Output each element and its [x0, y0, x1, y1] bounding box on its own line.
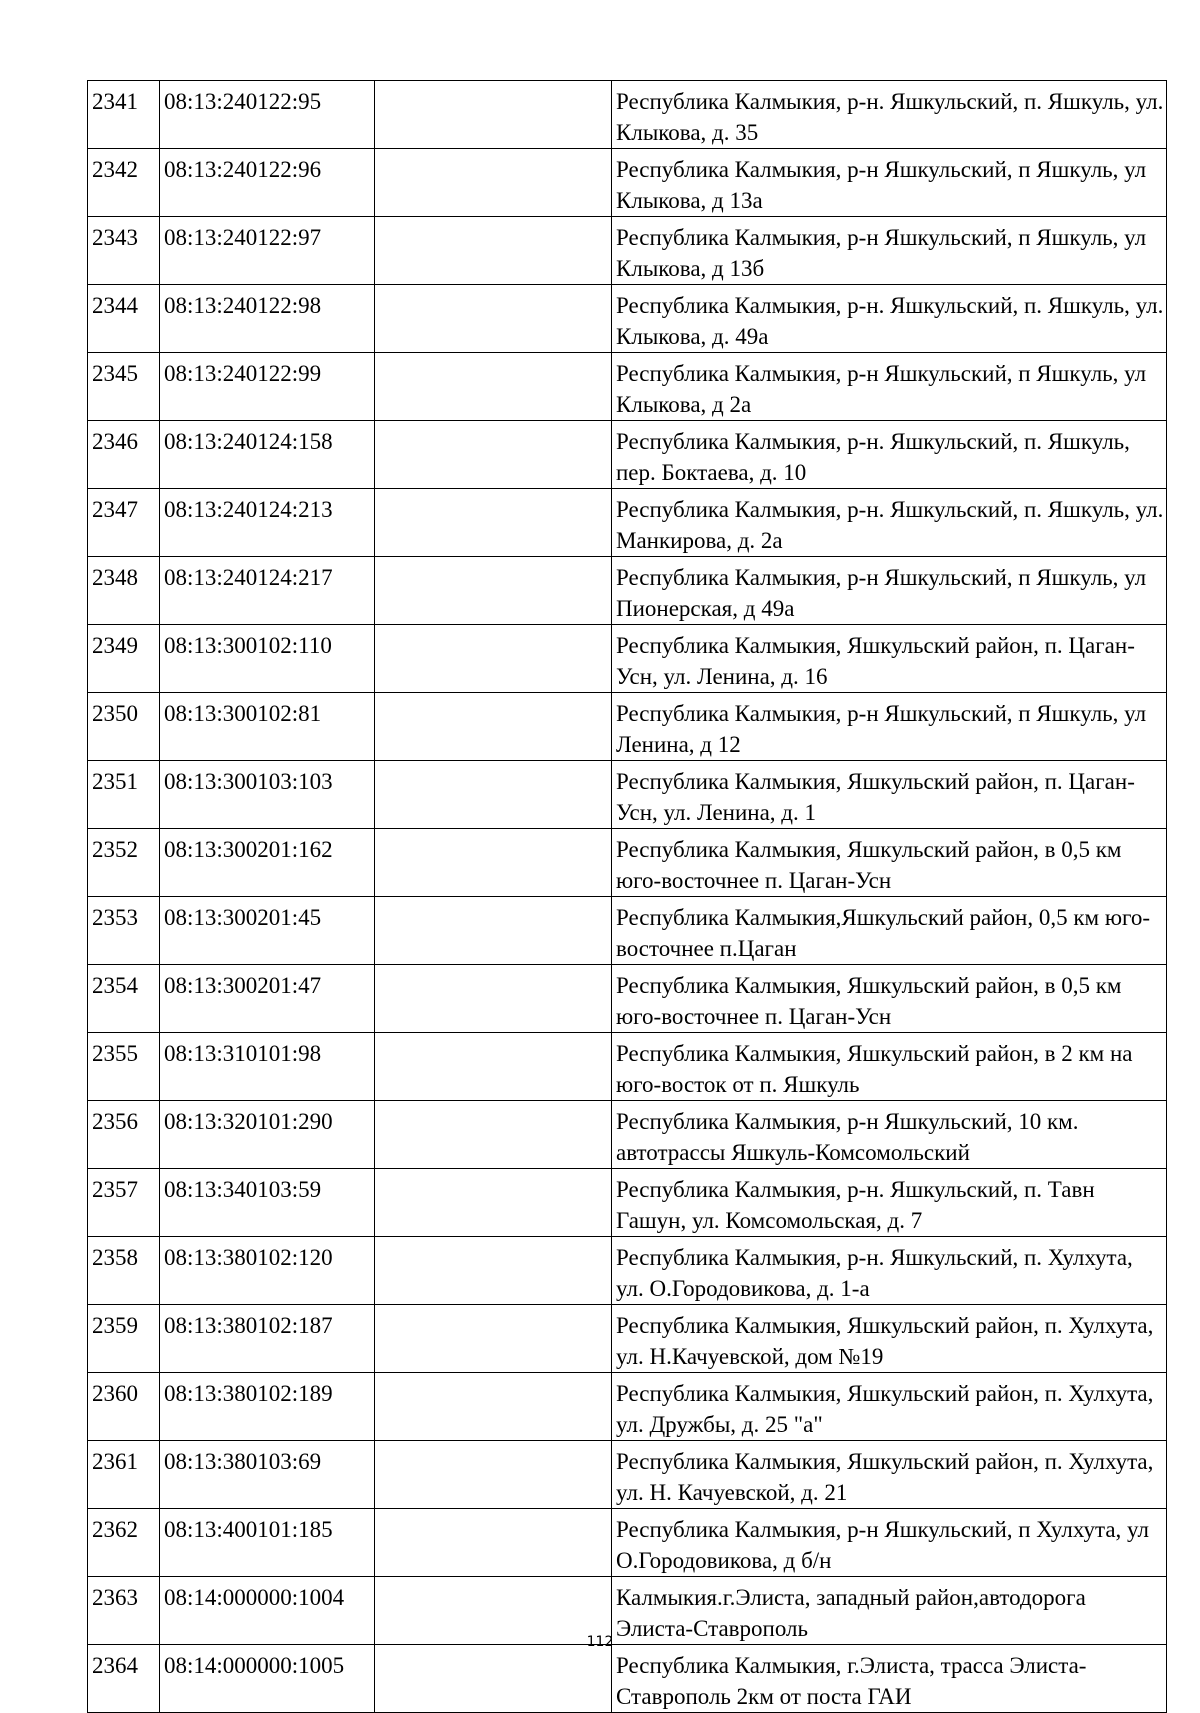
empty-cell [375, 489, 612, 557]
address-cell: Республика Калмыкия, р-н. Яшкульский, п. Хулхута, ул. О.Городовикова, д. 1-а [612, 1237, 1167, 1305]
table-row [88, 557, 1167, 625]
table-row [88, 353, 1167, 421]
empty-cell [375, 761, 612, 829]
table-row [88, 1101, 1167, 1169]
address-cell: Республика Калмыкия, г.Элиста, трасса Элиста-Ставрополь 2км от поста ГАИ [612, 1645, 1167, 1713]
row-number-cell: 2363 [88, 1577, 160, 1645]
cadastral-number-cell: 08:13:300102:81 [160, 693, 375, 761]
table-row [88, 217, 1167, 285]
row-number-cell: 2355 [88, 1033, 160, 1101]
table-row [88, 1169, 1167, 1237]
empty-cell [375, 897, 612, 965]
address-cell: Республика Калмыкия, р-н Яшкульский, п Яшкуль, ул Клыкова, д 13а [612, 149, 1167, 217]
records-table [87, 80, 1167, 1713]
cadastral-number-cell: 08:13:340103:59 [160, 1169, 375, 1237]
cadastral-number-cell: 08:13:240124:217 [160, 557, 375, 625]
table-row [88, 81, 1167, 149]
cadastral-number-cell: 08:14:000000:1005 [160, 1645, 375, 1713]
address-cell: Республика Калмыкия, р-н Яшкульский, п Яшкуль, ул Ленина, д 12 [612, 693, 1167, 761]
table-row [88, 149, 1167, 217]
address-cell: Республика Калмыкия,Яшкульский район, 0,5 км юго-восточнее п.Цаган [612, 897, 1167, 965]
cadastral-number-cell: 08:13:400101:185 [160, 1509, 375, 1577]
address-cell: Республика Калмыкия, р-н Яшкульский, п Яшкуль, ул Клыкова, д 2а [612, 353, 1167, 421]
empty-cell [375, 149, 612, 217]
address-cell: Республика Калмыкия, р-н Яшкульский, п Яшкуль, ул Пионерская, д 49а [612, 557, 1167, 625]
table-row [88, 1033, 1167, 1101]
row-number-cell: 2346 [88, 421, 160, 489]
row-number-cell: 2348 [88, 557, 160, 625]
address-cell: Республика Калмыкия, Яшкульский район, в 0,5 км юго-восточнее п. Цаган-Усн [612, 829, 1167, 897]
empty-cell [375, 625, 612, 693]
empty-cell [375, 285, 612, 353]
cadastral-number-cell: 08:13:380102:120 [160, 1237, 375, 1305]
empty-cell [375, 1169, 612, 1237]
cadastral-number-cell: 08:13:240122:98 [160, 285, 375, 353]
table-row [88, 1373, 1167, 1441]
empty-cell [375, 1101, 612, 1169]
row-number-cell: 2357 [88, 1169, 160, 1237]
row-number-cell: 2341 [88, 81, 160, 149]
table-row [88, 761, 1167, 829]
address-cell: Республика Калмыкия, Яшкульский район, в 0,5 км юго-восточнее п. Цаган-Усн [612, 965, 1167, 1033]
row-number-cell: 2360 [88, 1373, 160, 1441]
cadastral-number-cell: 08:13:320101:290 [160, 1101, 375, 1169]
row-number-cell: 2359 [88, 1305, 160, 1373]
row-number-cell: 2356 [88, 1101, 160, 1169]
table-row [88, 421, 1167, 489]
table-row [88, 285, 1167, 353]
table-row [88, 1509, 1167, 1577]
cadastral-number-cell: 08:13:300102:110 [160, 625, 375, 693]
row-number-cell: 2362 [88, 1509, 160, 1577]
cadastral-number-cell: 08:13:300201:45 [160, 897, 375, 965]
row-number-cell: 2349 [88, 625, 160, 693]
address-cell: Республика Калмыкия, р-н. Яшкульский, п. Тавн Гашун, ул. Комсомольская, д. 7 [612, 1169, 1167, 1237]
empty-cell [375, 1509, 612, 1577]
empty-cell [375, 1033, 612, 1101]
address-cell: Республика Калмыкия, Яшкульский район, п. Хулхута, ул. Н.Качуевской, дом №19 [612, 1305, 1167, 1373]
table-row [88, 1305, 1167, 1373]
table-row [88, 829, 1167, 897]
row-number-cell: 2345 [88, 353, 160, 421]
row-number-cell: 2354 [88, 965, 160, 1033]
cadastral-number-cell: 08:13:380103:69 [160, 1441, 375, 1509]
table-row [88, 965, 1167, 1033]
cadastral-number-cell: 08:13:380102:189 [160, 1373, 375, 1441]
cadastral-number-cell: 08:13:240124:213 [160, 489, 375, 557]
cadastral-number-cell: 08:14:000000:1004 [160, 1577, 375, 1645]
table-row [88, 1237, 1167, 1305]
cadastral-number-cell: 08:13:380102:187 [160, 1305, 375, 1373]
cadastral-number-cell: 08:13:240122:99 [160, 353, 375, 421]
empty-cell [375, 353, 612, 421]
empty-cell [375, 829, 612, 897]
address-cell: Республика Калмыкия, р-н. Яшкульский, п. Яшкуль, ул. Клыкова, д. 49а [612, 285, 1167, 353]
address-cell: Республика Калмыкия, Яшкульский район, п. Цаган-Усн, ул. Ленина, д. 1 [612, 761, 1167, 829]
empty-cell [375, 557, 612, 625]
row-number-cell: 2344 [88, 285, 160, 353]
row-number-cell: 2361 [88, 1441, 160, 1509]
empty-cell [375, 1373, 612, 1441]
row-number-cell: 2364 [88, 1645, 160, 1713]
table-row [88, 1645, 1167, 1713]
empty-cell [375, 421, 612, 489]
empty-cell [375, 965, 612, 1033]
address-cell: Республика Калмыкия, Яшкульский район, п. Хулхута, ул. Дружбы, д. 25 "а" [612, 1373, 1167, 1441]
row-number-cell: 2352 [88, 829, 160, 897]
page-number: 112 [586, 1634, 614, 1650]
empty-cell [375, 1441, 612, 1509]
empty-cell [375, 217, 612, 285]
row-number-cell: 2351 [88, 761, 160, 829]
cadastral-number-cell: 08:13:300103:103 [160, 761, 375, 829]
address-cell: Республика Калмыкия, р-н Яшкульский, п Хулхута, ул О.Городовикова, д б/н [612, 1509, 1167, 1577]
table-row [88, 897, 1167, 965]
address-cell: Республика Калмыкия, р-н. Яшкульский, п. Яшкуль, ул. Клыкова, д. 35 [612, 81, 1167, 149]
empty-cell [375, 81, 612, 149]
cadastral-number-cell: 08:13:300201:47 [160, 965, 375, 1033]
table-row [88, 625, 1167, 693]
empty-cell [375, 1645, 612, 1713]
row-number-cell: 2358 [88, 1237, 160, 1305]
address-cell: Республика Калмыкия, Яшкульский район, п. Цаган-Усн, ул. Ленина, д. 16 [612, 625, 1167, 693]
address-cell: Республика Калмыкия, р-н. Яшкульский, п. Яшкуль, пер. Боктаева, д. 10 [612, 421, 1167, 489]
row-number-cell: 2350 [88, 693, 160, 761]
empty-cell [375, 693, 612, 761]
table-row [88, 489, 1167, 557]
cadastral-number-cell: 08:13:240124:158 [160, 421, 375, 489]
address-cell: Республика Калмыкия, р-н Яшкульский, 10 км. автотрассы Яшкуль-Комсомольский [612, 1101, 1167, 1169]
address-cell: Республика Калмыкия, р-н Яшкульский, п Яшкуль, ул Клыкова, д 13б [612, 217, 1167, 285]
address-cell: Республика Калмыкия, р-н. Яшкульский, п. Яшкуль, ул. Манкирова, д. 2а [612, 489, 1167, 557]
cadastral-number-cell: 08:13:300201:162 [160, 829, 375, 897]
address-cell: Калмыкия.г.Элиста, западный район,автодорога Элиста-Ставрополь [612, 1577, 1167, 1645]
empty-cell [375, 1237, 612, 1305]
row-number-cell: 2343 [88, 217, 160, 285]
table-row [88, 1441, 1167, 1509]
address-cell: Республика Калмыкия, Яшкульский район, в 2 км на юго-восток от п. Яшкуль [612, 1033, 1167, 1101]
cadastral-number-cell: 08:13:240122:95 [160, 81, 375, 149]
records-table-body [88, 81, 1167, 1713]
row-number-cell: 2353 [88, 897, 160, 965]
cadastral-number-cell: 08:13:240122:97 [160, 217, 375, 285]
empty-cell [375, 1305, 612, 1373]
cadastral-number-cell: 08:13:310101:98 [160, 1033, 375, 1101]
table-row [88, 693, 1167, 761]
row-number-cell: 2347 [88, 489, 160, 557]
cadastral-number-cell: 08:13:240122:96 [160, 149, 375, 217]
row-number-cell: 2342 [88, 149, 160, 217]
address-cell: Республика Калмыкия, Яшкульский район, п. Хулхута, ул. Н. Качуевской, д. 21 [612, 1441, 1167, 1509]
